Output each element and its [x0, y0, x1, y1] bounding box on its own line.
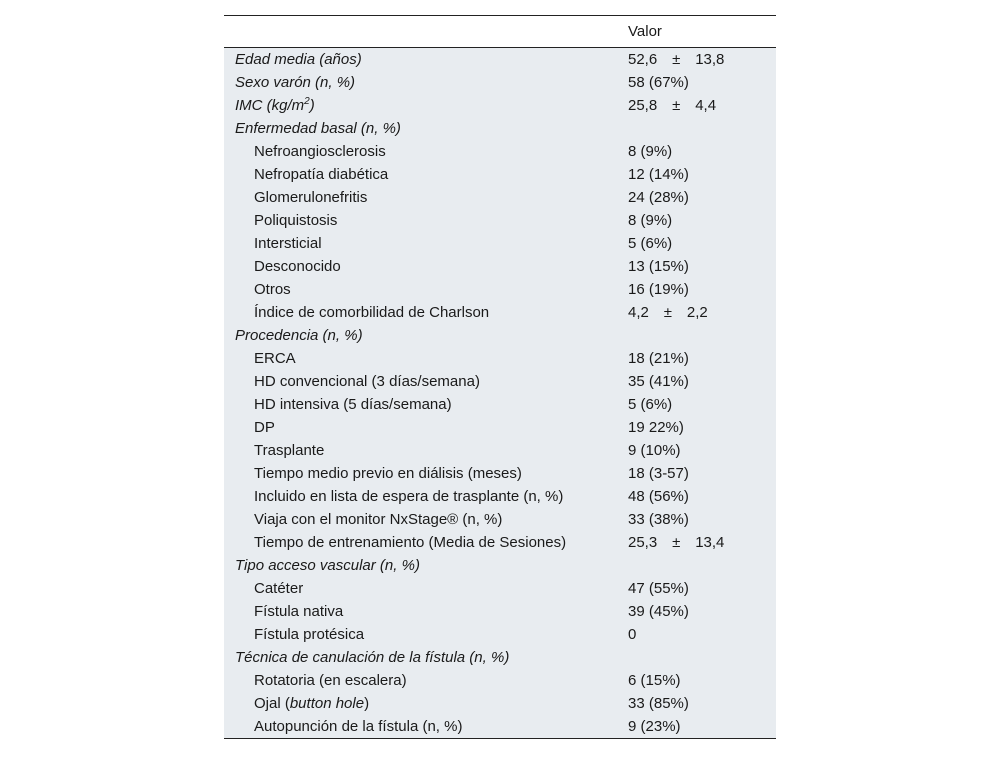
row-label: Índice de comorbilidad de Charlson: [224, 301, 620, 324]
sd-value: 13,8: [695, 51, 725, 68]
row-value: 12 (14%): [620, 163, 776, 186]
label-text: Ojal (: [254, 695, 290, 712]
row-label: HD convencional (3 días/semana): [224, 370, 620, 393]
table-row: [224, 416, 776, 439]
row-label: Nefropatía diabética: [224, 163, 620, 186]
table-row: [224, 600, 776, 623]
row-value: 16 (19%): [620, 278, 776, 301]
row-value: 24 (28%): [620, 186, 776, 209]
row-value: 8 (9%): [620, 140, 776, 163]
row-label: Tiempo de entrenamiento (Media de Sesiones): [224, 531, 620, 554]
row-value: 0: [620, 623, 776, 646]
table-row: [224, 393, 776, 416]
table-row: [224, 301, 776, 324]
row-label: Fístula nativa: [224, 600, 620, 623]
row-value: 9 (10%): [620, 439, 776, 462]
row-value: [620, 301, 776, 324]
label-italic: button hole: [289, 695, 365, 712]
row-label: Fístula protésica: [224, 623, 620, 646]
sd-value: 13,4: [695, 534, 725, 551]
row-label: Tiempo medio previo en diálisis (meses): [224, 462, 620, 485]
row-label: Trasplante: [224, 439, 620, 462]
row-value: [620, 48, 776, 72]
table-row: [224, 623, 776, 646]
row-value: 19 22%): [620, 416, 776, 439]
table-row: [224, 370, 776, 393]
row-label: Desconocido: [224, 255, 620, 278]
table-row: [224, 508, 776, 531]
row-label: Edad media (años): [224, 48, 620, 72]
label-superscript: 2: [304, 96, 310, 107]
row-label: [224, 692, 620, 715]
table-row: [224, 462, 776, 485]
row-value: [620, 94, 776, 117]
row-value: 33 (38%): [620, 508, 776, 531]
table-row: [224, 347, 776, 370]
table-row: [224, 71, 776, 94]
table-row: [224, 324, 776, 347]
row-value: 33 (85%): [620, 692, 776, 715]
mean-value: 25,8: [628, 97, 658, 114]
row-value: 35 (41%): [620, 370, 776, 393]
row-label: Incluido en lista de espera de trasplante (n, %): [224, 485, 620, 508]
label-text-end: ): [364, 695, 370, 712]
sd-value: 4,4: [695, 97, 717, 114]
table-row: [224, 669, 776, 692]
table-row: [224, 577, 776, 600]
table-row: [224, 554, 776, 577]
row-label: Rotatoria (en escalera): [224, 669, 620, 692]
plus-minus-symbol: ±: [672, 534, 681, 551]
table-row: [224, 255, 776, 278]
row-label: Glomerulonefritis: [224, 186, 620, 209]
table-row: [224, 646, 776, 669]
table-row: [224, 692, 776, 715]
row-label: [224, 94, 620, 117]
row-value: 5 (6%): [620, 393, 776, 416]
row-value: 48 (56%): [620, 485, 776, 508]
row-value: 13 (15%): [620, 255, 776, 278]
plus-minus-symbol: ±: [672, 97, 681, 114]
data-table-container: [224, 15, 776, 739]
header-valor: Valor: [620, 16, 776, 48]
row-value: 6 (15%): [620, 669, 776, 692]
row-label: Otros: [224, 278, 620, 301]
mean-value: 4,2: [628, 304, 649, 321]
row-value: 9 (23%): [620, 715, 776, 739]
row-value: [620, 646, 776, 669]
table-row: [224, 117, 776, 140]
row-value: 5 (6%): [620, 232, 776, 255]
table-row: [224, 140, 776, 163]
table-row: [224, 715, 776, 739]
row-label: Enfermedad basal (n, %): [224, 117, 620, 140]
table-row: [224, 531, 776, 554]
row-label: Intersticial: [224, 232, 620, 255]
mean-value: 52,6: [628, 51, 658, 68]
row-label: DP: [224, 416, 620, 439]
row-value: [620, 324, 776, 347]
label-text-end: ): [309, 97, 315, 114]
row-label: ERCA: [224, 347, 620, 370]
row-value: 18 (3-57): [620, 462, 776, 485]
row-label: Nefroangiosclerosis: [224, 140, 620, 163]
patient-characteristics-table: [224, 15, 776, 739]
table-body: [224, 48, 776, 739]
row-value: [620, 117, 776, 140]
row-label: HD intensiva (5 días/semana): [224, 393, 620, 416]
row-value: 47 (55%): [620, 577, 776, 600]
table-header-row: [224, 16, 776, 48]
plus-minus-symbol: ±: [663, 304, 672, 321]
row-value: 8 (9%): [620, 209, 776, 232]
table-row: [224, 209, 776, 232]
table-row: [224, 232, 776, 255]
row-value: 39 (45%): [620, 600, 776, 623]
table-row: [224, 163, 776, 186]
table-row: [224, 94, 776, 117]
mean-value: 25,3: [628, 534, 658, 551]
row-label: Técnica de canulación de la fístula (n, %): [224, 646, 620, 669]
table-row: [224, 439, 776, 462]
row-value: [620, 531, 776, 554]
row-label: Tipo acceso vascular (n, %): [224, 554, 620, 577]
row-label: Procedencia (n, %): [224, 324, 620, 347]
row-label: Viaja con el monitor NxStage® (n, %): [224, 508, 620, 531]
row-value: 18 (21%): [620, 347, 776, 370]
plus-minus-symbol: ±: [672, 51, 681, 68]
header-variable: [224, 16, 620, 48]
row-label: Catéter: [224, 577, 620, 600]
table-row: [224, 485, 776, 508]
sd-value: 2,2: [686, 304, 708, 321]
label-text: IMC (kg/m: [235, 97, 305, 114]
row-label: Poliquistosis: [224, 209, 620, 232]
table-row: [224, 48, 776, 72]
table-row: [224, 186, 776, 209]
row-label: Sexo varón (n, %): [224, 71, 620, 94]
row-label: Autopunción de la fístula (n, %): [224, 715, 620, 739]
row-value: [620, 554, 776, 577]
row-value: 58 (67%): [620, 71, 776, 94]
table-row: [224, 278, 776, 301]
